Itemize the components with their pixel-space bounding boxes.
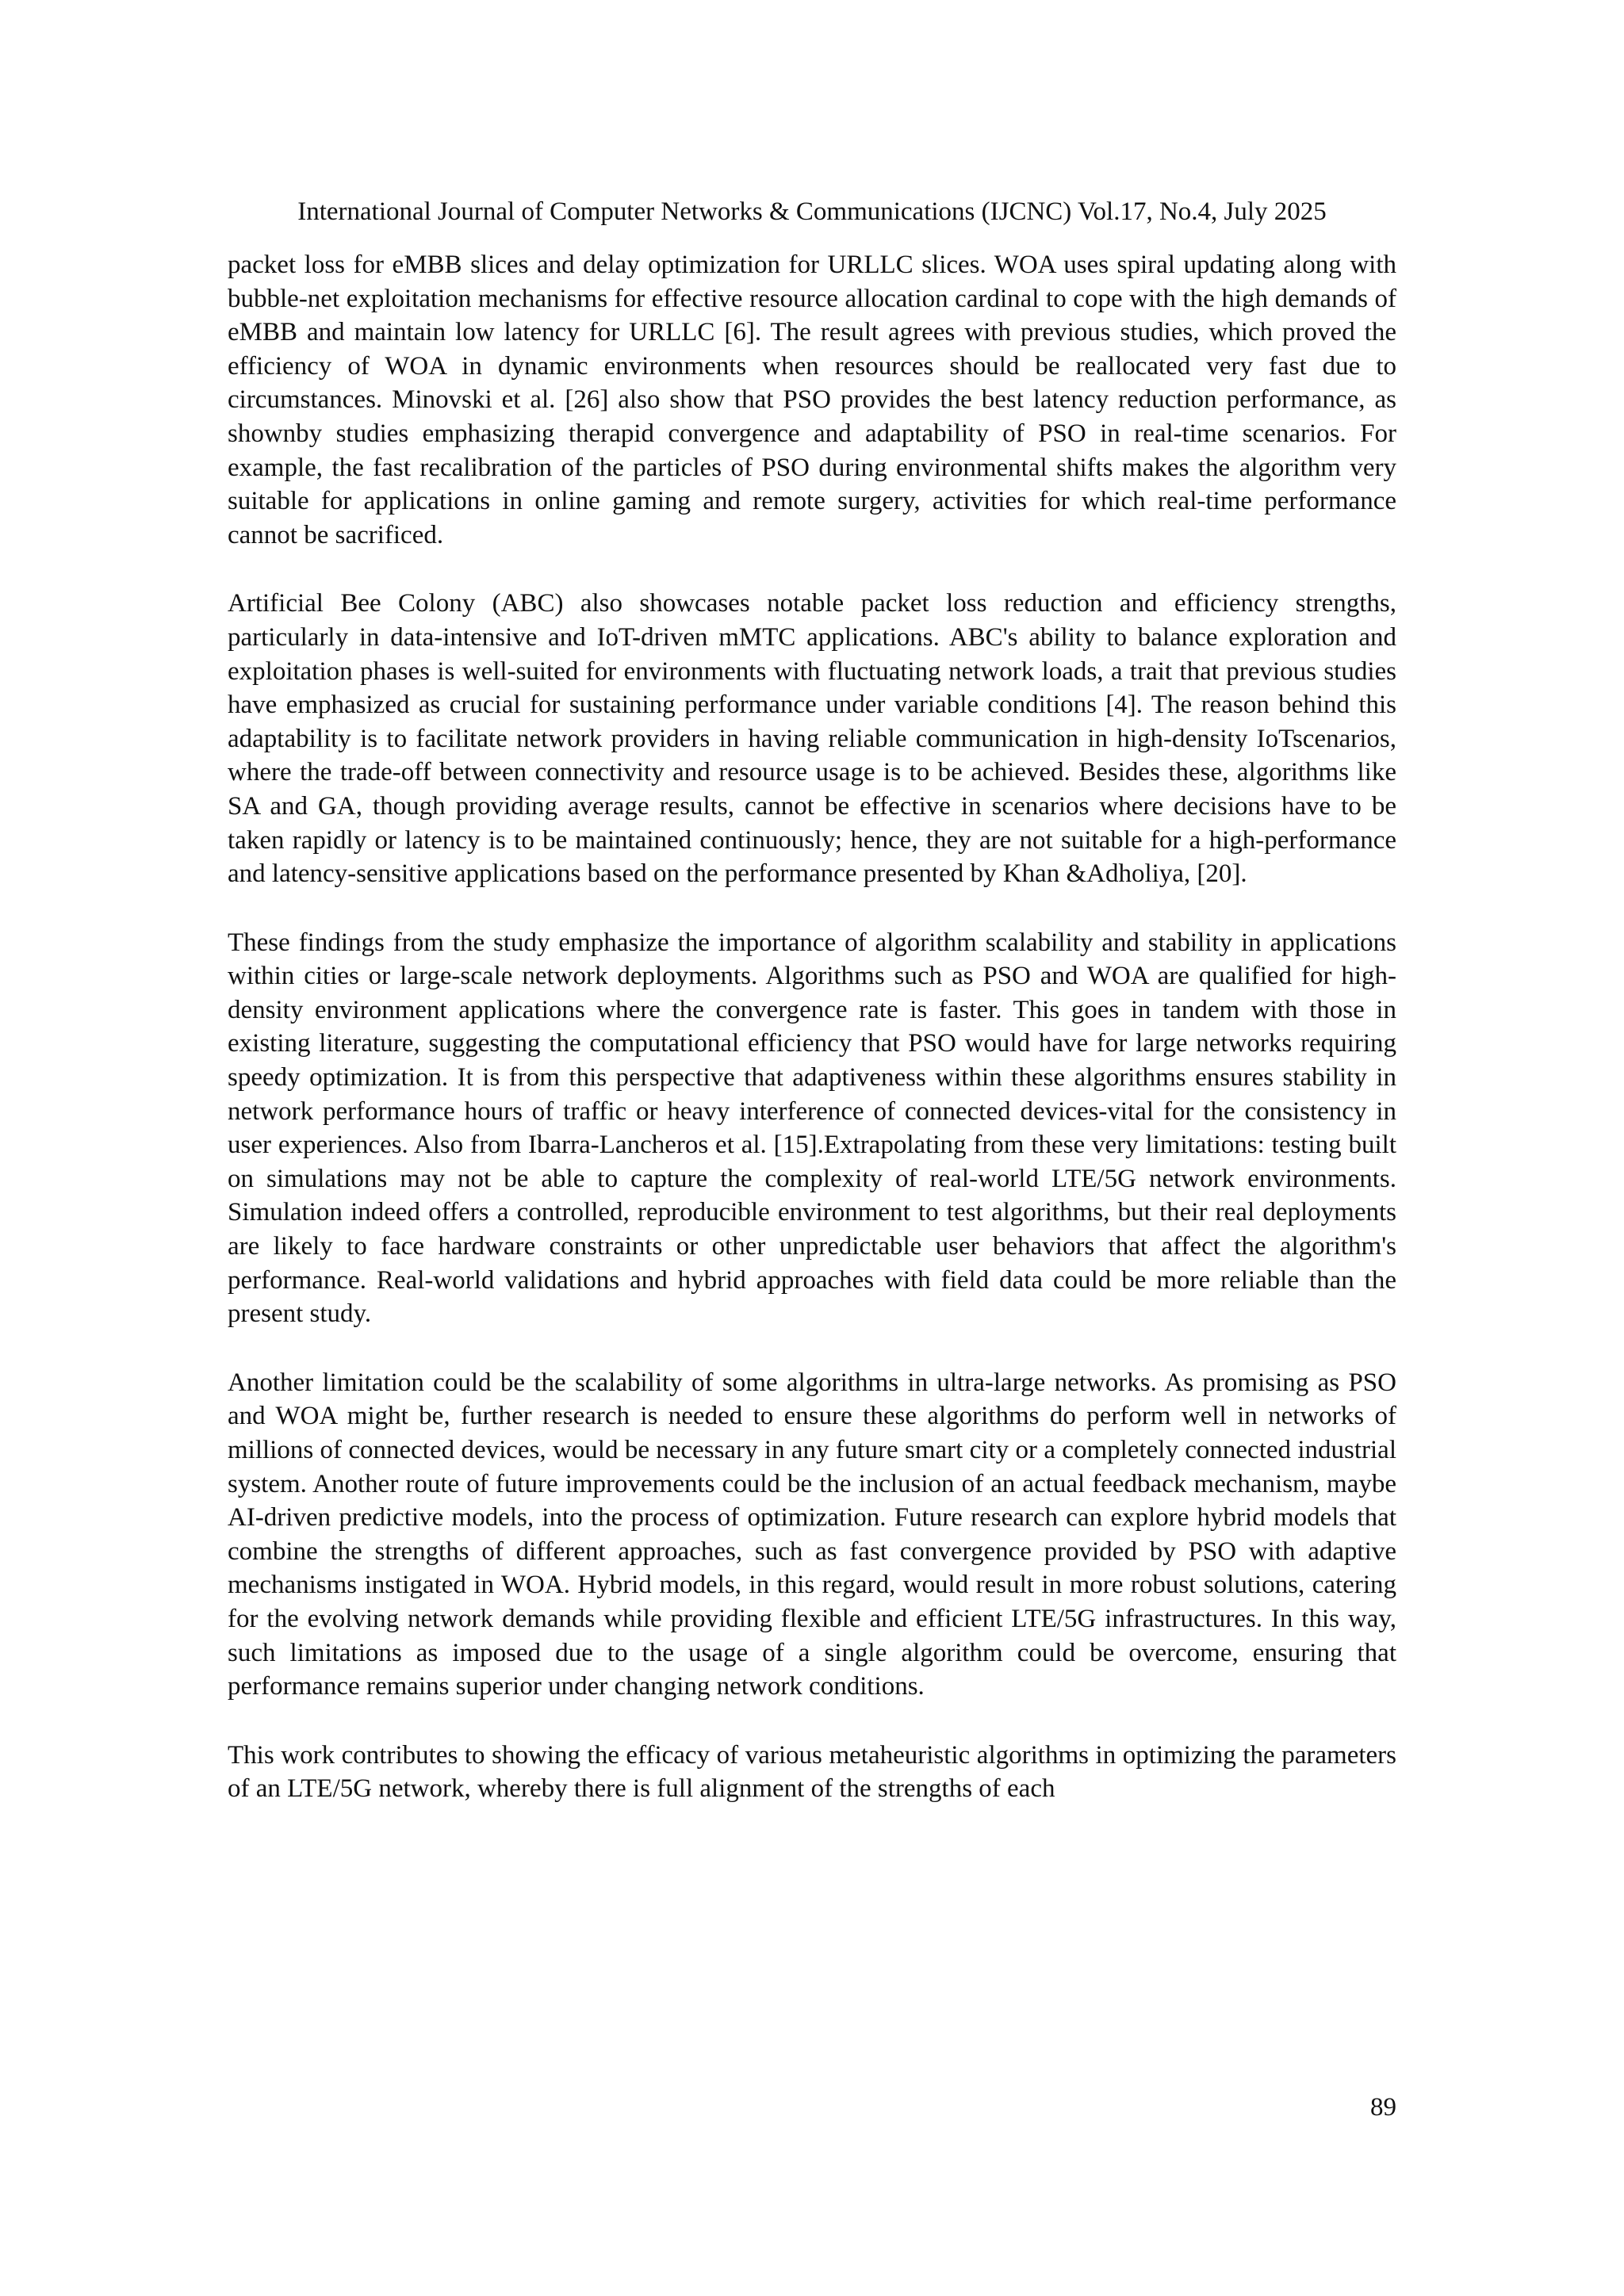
paragraph-4: Another limitation could be the scalability of some algorithms in ultra-large networks. As promising as PSO and WOA might be, further research is needed to ensure these algorithms do perform well in networks of millions of connected devices, would be necessary in any future smart city or a completely connected industrial system. Another route of future improvements could be the inclusion of an actual feedback mechanism, maybe AI-driven predictive models, into the process of optimization. Future research can explore hybrid models that combine the strengths of different approaches, such as fast convergence provided by PSO with adaptive mechanisms instigated in WOA. Hybrid models, in this regard, would result in more robust solutions, catering for the evolving network demands while providing flexible and efficient LTE/5G infrastructures. In this way, such limitations as imposed due to the usage of a single algorithm could be overcome, ensuring that performance remains superior under changing network conditions. xyxy=(228,1368,1396,1701)
paragraph-2: Artificial Bee Colony (ABC) also showcases notable packet loss reduction and efficiency strengths, particularly in data-intensive and IoT-driven mMTC applications. ABC's ability to balance exploration and exploitation phases is well-suited for environments with fluctuating network loads, a trait that previous studies have emphasized as crucial for sustaining performance under variable conditions [4]. The reason behind this adaptability is to facilitate network providers in having reliable communication in high-density IoTscenarios, where the trade-off between connectivity and resource usage is to be achieved. Besides these, algorithms like SA and GA, though providing average results, cannot be effective in scenarios where decisions have to be taken rapidly or latency is to be maintained continuously; hence, they are not suitable for a high-performance and latency-sensitive applications based on the performance presented by Khan &Adholiya, [20]. xyxy=(228,589,1396,889)
paragraph-5: This work contributes to showing the efficacy of various metaheuristic algorithms in optimizing the parameters of an LTE/5G network, whereby there is full alignment of the strengths of each xyxy=(228,1740,1396,1804)
paragraph-3: These findings from the study emphasize the importance of algorithm scalability and stability in applications within cities or large-scale network deployments. Algorithms such as PSO and WOA are qualified for high-density environment applications where the convergence rate is faster. This goes in tandem with those in existing literature, suggesting the computational efficiency that PSO would have for large networks requiring speedy optimization. It is from this perspective that adaptiveness within these algorithms ensures stability in network performance hours of traffic or heavy interference of connected devices-vital for the consistency in user experiences. Also from Ibarra-Lancheros et al. [15].Extrapolating from these very limitations: testing built on simulations may not be able to capture the complexity of real-world LTE/5G network environments. Simulation indeed offers a controlled, reproducible environment to test algorithms, but their real deployments are likely to face hardware constraints or other unpredictable user behaviors that affect the algorithm's performance. Real-world validations and hybrid approaches with field data could be more reliable than the present study. xyxy=(228,928,1396,1329)
body-text xyxy=(228,248,1396,1806)
paragraph-1: packet loss for eMBB slices and delay optimization for URLLC slices. WOA uses spiral updating along with bubble-net exploitation mechanisms for effective resource allocation cardinal to cope with the high demands of eMBB and maintain low latency for URLLC [6]. The result agrees with previous studies, which proved the efficiency of WOA in dynamic environments when resources should be reallocated very fast due to circumstances. Minovski et al. [26] also show that PSO provides the best latency reduction performance, as shownby studies emphasizing therapid convergence and adaptability of PSO in real-time scenarios. For example, the fast recalibration of the particles of PSO during environmental shifts makes the algorithm very suitable for applications in online gaming and remote surgery, activities for which real-time performance cannot be sacrificed. xyxy=(228,251,1396,549)
page-number: 89 xyxy=(1370,2093,1396,2122)
running-header: International Journal of Computer Networks & Communications (IJCNC) Vol.17, No.4, July 2025 xyxy=(297,197,1327,226)
